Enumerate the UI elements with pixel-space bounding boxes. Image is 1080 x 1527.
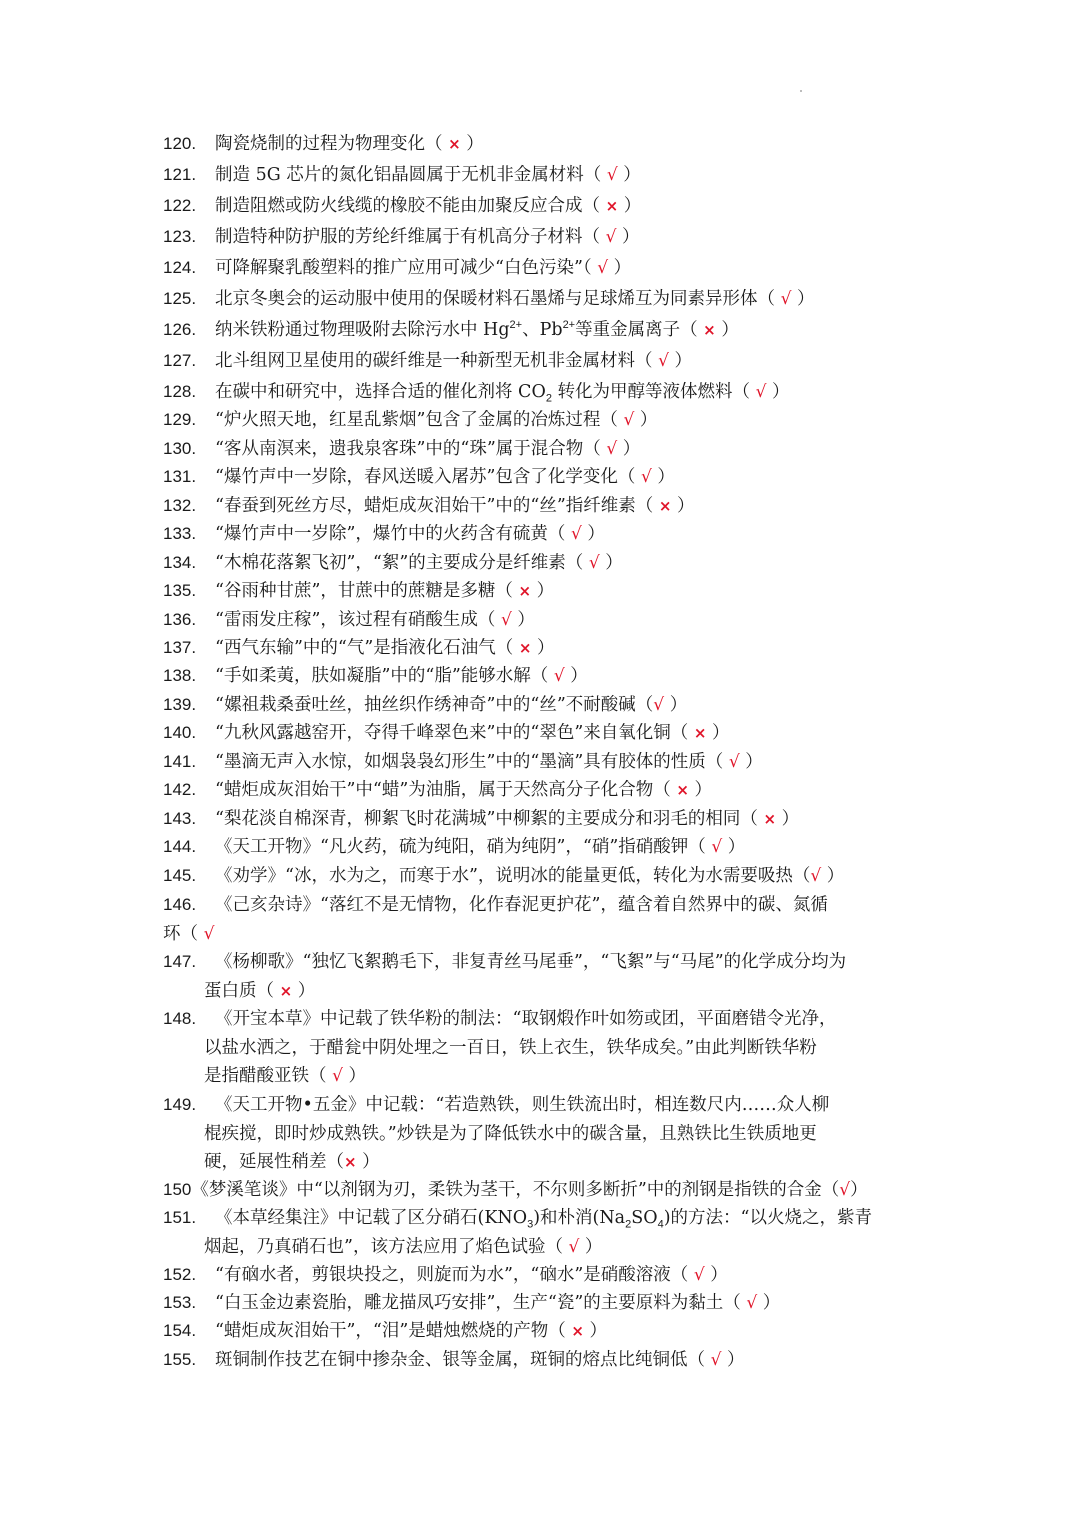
cross-mark-icon: × — [571, 1322, 584, 1340]
question-item — [163, 1261, 923, 1290]
question-number: 120. — [163, 134, 197, 153]
subscript: 3 — [527, 1218, 534, 1231]
question-item — [163, 130, 923, 159]
question-text-part: ） — [821, 866, 845, 886]
question-text-part: ） — [292, 980, 316, 1001]
question-text-part: 、Pb — [522, 320, 563, 340]
question-number: 125. — [163, 289, 197, 308]
question-text-part: 《天工开物》“凡火药，硫为纯阳，硝为纯阴”，“硝”指硝酸钾（ — [215, 837, 712, 857]
question-text-part: ） — [634, 410, 658, 430]
question-text — [215, 410, 657, 430]
question-text — [215, 780, 712, 800]
question-text — [215, 610, 535, 630]
question-text — [215, 895, 828, 915]
check-mark-icon: √ — [597, 258, 609, 278]
question-continuation — [204, 1034, 817, 1063]
question-number: 145. — [163, 866, 197, 885]
question-item — [163, 223, 923, 252]
question-text-part: “手如柔荑，肤如凝脂”中的“脂”能够水解（ — [215, 666, 554, 686]
check-mark-icon: √ — [500, 610, 512, 630]
cross-mark-icon: × — [448, 135, 461, 153]
question-text-part: ） — [599, 553, 623, 573]
question-text-part: ） — [776, 809, 800, 829]
question-text-part: ） — [617, 439, 641, 459]
question-number: 152. — [163, 1265, 197, 1284]
superscript: 2+ — [509, 319, 523, 332]
question-text-part: ） — [850, 1180, 868, 1200]
question-text-part: “墨滴无声入水惊，如烟袅袅幻形生”中的“墨滴”具有胶体的性质（ — [215, 752, 729, 772]
question-text-part: ） — [722, 837, 746, 857]
question-number: 129. — [163, 410, 197, 429]
question-item — [163, 161, 923, 190]
question-item — [163, 1091, 923, 1172]
question-number: 139. — [163, 695, 197, 714]
question-item — [163, 435, 923, 464]
question-text-part: 棍疾搅，即时炒成熟铁。”炒铁是为了降低铁水中的碳含量，且熟铁比生铁质地更 — [204, 1123, 817, 1144]
cross-mark-icon: × — [518, 639, 532, 657]
question-item — [163, 1346, 923, 1375]
question-text-part: “春蚕到死丝方尽，蜡炬成灰泪始干”中的“丝”指纤维素（ — [215, 496, 659, 516]
question-number: 154. — [163, 1321, 197, 1340]
question-number: 143. — [163, 809, 197, 828]
question-item — [163, 492, 923, 521]
cross-mark-icon: × — [605, 197, 619, 215]
question-item — [163, 948, 923, 1001]
check-mark-icon: √ — [810, 866, 822, 886]
question-text — [215, 866, 844, 886]
question-continuation — [163, 920, 214, 949]
question-text-part: 《己亥杂诗》“落红不是无情物，化作春泥更护花”，蕴含着自然界中的碳、氮循 — [215, 895, 828, 915]
question-text — [215, 809, 799, 829]
question-text-part: SO — [631, 1208, 658, 1228]
question-number: 126. — [163, 320, 197, 339]
question-number: 136. — [163, 610, 197, 629]
question-item — [163, 316, 923, 345]
question-number: 153. — [163, 1293, 197, 1312]
question-text-part: “嫘祖栽桑蚕吐丝，抽丝织作绣神奇”中的“丝”不耐酸碱（ — [215, 695, 654, 715]
check-mark-icon: √ — [839, 1180, 851, 1200]
question-number: 142. — [163, 780, 197, 799]
question-number: 121. — [163, 165, 197, 184]
question-text — [215, 165, 641, 185]
question-item — [163, 805, 923, 834]
check-mark-icon: √ — [653, 695, 665, 715]
question-item — [163, 748, 923, 777]
question-number: 147. — [163, 952, 197, 971]
question-text-part: ） — [664, 695, 688, 715]
question-text-part: ） — [706, 723, 730, 743]
cross-mark-icon: × — [676, 781, 689, 799]
question-text-part: 制造阻燃或防火线缆的橡胶不能由加聚反应合成（ — [215, 196, 606, 216]
question-item — [163, 776, 923, 805]
question-text — [215, 752, 763, 772]
question-text-part: ） — [342, 1066, 366, 1086]
question-text-part: 是指醋酸亚铁（ — [204, 1066, 333, 1086]
question-text-part: ） — [704, 1265, 728, 1285]
question-text — [215, 382, 790, 405]
question-text-part: 陶瓷烧制的过程为物理变化（ — [215, 134, 449, 154]
subscript: 2 — [625, 1218, 632, 1231]
question-text-part: 北京冬奥会的运动服中使用的保暖材料石墨烯与足球烯互为同素异形体（ — [215, 289, 781, 309]
question-item — [163, 347, 923, 376]
question-text-part: 可降解聚乳酸塑料的推广应用可减少“白色污染”（ — [215, 258, 598, 278]
superscript: 2+ — [562, 319, 576, 332]
question-text-part: ） — [579, 1236, 603, 1257]
question-item — [163, 192, 923, 221]
question-text — [215, 638, 555, 658]
question-item — [163, 719, 923, 748]
question-item — [163, 1289, 923, 1318]
question-number: 137. — [163, 638, 197, 657]
question-text-part: “西气东输”中的“气”是指液化石油气（ — [215, 638, 519, 658]
question-item — [163, 1005, 923, 1086]
question-text-part: 烟起，乃真硝石也”，该方法应用了焰色试验（ — [204, 1236, 569, 1257]
question-text-part: 在碳中和研究中，选择合适的催化剂将 CO — [215, 382, 546, 402]
cross-mark-icon: × — [518, 582, 532, 600]
question-text-part: “客从南溟来，遗我泉客珠”中的“珠”属于混合物（ — [215, 439, 607, 459]
check-mark-icon: √ — [780, 289, 792, 309]
question-text-part: )的方法：“以火烧之，紫青 — [663, 1208, 872, 1228]
page-corner-dot — [800, 90, 802, 92]
cross-mark-icon: × — [344, 1153, 357, 1171]
question-text-part: ） — [531, 581, 555, 601]
check-mark-icon: √ — [746, 1293, 758, 1313]
cross-mark-icon: × — [693, 724, 707, 742]
question-text-part: ） — [688, 780, 713, 800]
question-number: 124. — [163, 258, 197, 277]
check-mark-icon: √ — [640, 467, 652, 487]
question-text-part: “谷雨种甘蔗”，甘蔗中的蔗糖是多糖（ — [215, 581, 519, 601]
question-text — [215, 553, 623, 573]
question-text — [215, 1350, 744, 1370]
check-mark-icon: √ — [728, 752, 740, 772]
question-text — [215, 666, 588, 686]
question-text-part: ） — [618, 196, 642, 216]
question-number: 133. — [163, 524, 197, 543]
question-text-part: “爆竹声中一岁除，春风送暖入屠苏”包含了化学变化（ — [215, 467, 641, 487]
question-text-part: 转化为甲醇等液体燃料（ — [551, 382, 756, 402]
question-item — [163, 406, 923, 435]
question-text-part: ） — [739, 752, 763, 772]
question-item — [163, 691, 923, 720]
question-text-part: ） — [608, 258, 632, 278]
question-number: 140. — [163, 723, 197, 742]
question-text-part: “有硇水者，剪银块投之，则旋而为水”，“硇水”是硝酸溶液（ — [215, 1265, 694, 1285]
question-text — [215, 227, 639, 247]
check-mark-icon: √ — [553, 666, 565, 686]
question-text-part: 《杨柳歌》“独忆飞絮鹅毛下，非复青丝马尾垂”，“飞絮”与“马尾”的化学成分均为 — [215, 952, 847, 972]
question-continuation — [204, 977, 315, 1006]
question-number: 123. — [163, 227, 197, 246]
question-text-part: 制造特种防护服的芳纶纤维属于有机高分子材料（ — [215, 227, 606, 247]
question-text — [215, 581, 554, 601]
cross-mark-icon: × — [658, 497, 672, 515]
question-number: 144. — [163, 837, 197, 856]
question-item — [163, 577, 923, 606]
question-text-part: 硬，延展性稍差（ — [204, 1152, 344, 1172]
question-text-part: ） — [617, 165, 641, 185]
check-mark-icon: √ — [755, 382, 767, 402]
question-text — [215, 695, 687, 715]
question-text-part: 蛋白质（ — [204, 980, 280, 1001]
question-item — [163, 891, 923, 944]
question-number: 150 — [163, 1180, 192, 1199]
question-text-part: “白玉金边素瓷胎，雕龙描凤巧安排”，生产“瓷”的主要原料为黏土（ — [215, 1293, 747, 1313]
question-text — [215, 467, 675, 487]
question-number: 134. — [163, 553, 197, 572]
question-item — [163, 606, 923, 635]
question-text-part: “爆竹声中一岁除”，爆竹中的火药含有硫黄（ — [215, 524, 571, 544]
question-number: 138. — [163, 666, 197, 685]
question-number: 149. — [163, 1095, 197, 1114]
question-text-part: 《本草经集注》中记载了区分硝石(KNO — [215, 1208, 528, 1228]
question-item — [163, 254, 923, 283]
question-continuation — [204, 1120, 817, 1149]
question-text-part: ） — [668, 351, 692, 371]
question-text — [215, 1265, 728, 1285]
question-text — [215, 952, 846, 972]
check-mark-icon: √ — [711, 837, 723, 857]
question-text-part: ） — [791, 289, 815, 309]
question-text-part: 纳米铁粉通过物理吸附去除污水中 Hg — [215, 320, 510, 340]
check-mark-icon: √ — [570, 524, 582, 544]
question-text-part: “雷雨发庄稼”，该过程有硝酸生成（ — [215, 610, 501, 630]
question-item — [163, 662, 923, 691]
check-mark-icon: √ — [658, 351, 669, 371]
question-text-part: ） — [616, 227, 640, 247]
question-text-part: 以盐水洒之，于醋瓮中阴处埋之一百日，铁上衣生，铁华成矣。”由此判断铁华粉 — [204, 1037, 817, 1058]
question-item — [163, 520, 923, 549]
question-item — [163, 549, 923, 578]
question-item — [163, 463, 923, 492]
question-number: 135. — [163, 581, 197, 600]
question-text-part: “九秋风露越窑开，夺得千峰翠色来”中的“翠色”来自氧化铜（ — [215, 723, 694, 743]
question-number: 130. — [163, 439, 197, 458]
question-text — [215, 351, 692, 371]
question-text-part: ） — [757, 1293, 781, 1313]
question-number: 151. — [163, 1208, 197, 1227]
question-text — [215, 1208, 872, 1231]
question-number: 148. — [163, 1009, 197, 1028]
question-continuation — [204, 1062, 366, 1091]
question-item — [163, 1204, 923, 1257]
question-number: 155. — [163, 1350, 197, 1369]
question-number: 122. — [163, 196, 197, 215]
question-text — [215, 723, 730, 743]
question-number: 127. — [163, 351, 197, 370]
question-text — [215, 320, 739, 340]
question-number: 146. — [163, 895, 197, 914]
question-number: 132. — [163, 496, 197, 515]
question-text-part: ） — [581, 524, 605, 544]
question-text-part: “蜡炬成灰泪始干”，“泪”是蜡烛燃烧的产物（ — [215, 1321, 572, 1341]
question-text-part: 环（ — [163, 923, 204, 944]
check-mark-icon: √ — [623, 410, 635, 430]
question-item — [163, 1176, 923, 1205]
question-text — [215, 837, 745, 857]
question-number: 141. — [163, 752, 197, 771]
question-text-part: ） — [460, 134, 484, 154]
question-text-part: 北斗组网卫星使用的碳纤维是一种新型无机非金属材料（ — [215, 351, 659, 371]
check-mark-icon: √ — [332, 1066, 343, 1086]
question-text-part: ） — [564, 666, 588, 686]
question-text — [215, 289, 814, 309]
question-text-part: ） — [766, 382, 790, 402]
question-text-part: ） — [651, 467, 675, 487]
question-text — [215, 1293, 780, 1313]
question-text-part: ） — [583, 1321, 608, 1341]
question-text-part: ） — [511, 610, 535, 630]
question-text-part: 《梦溪笔谈》中“以剂钢为刃，柔铁为茎干，不尔则多断折”中的剂钢是指铁的合金（ — [191, 1180, 840, 1200]
question-item — [163, 634, 923, 663]
question-text — [215, 1009, 836, 1029]
question-item — [163, 833, 923, 862]
question-text-part: 斑铜制作技艺在铜中掺杂金、银等金属，斑铜的熔点比纯铜低（ — [215, 1350, 711, 1370]
question-number: 131. — [163, 467, 197, 486]
question-text-part: “木棉花落絮飞初”，“絮”的主要成分是纤维素（ — [215, 553, 589, 573]
question-item — [163, 862, 923, 891]
cross-mark-icon: × — [279, 981, 293, 1000]
check-mark-icon: √ — [710, 1350, 722, 1370]
subscript: 4 — [657, 1218, 664, 1231]
question-text-part: 《劝学》“冰，水为之，而寒于水”，说明冰的能量更低，转化为水需要吸热（ — [215, 866, 811, 886]
check-mark-icon: √ — [606, 165, 618, 185]
check-mark-icon: √ — [568, 1236, 580, 1257]
question-text-part: 《开宝本草》中记载了铁华粉的制法：“取钢煅作叶如笏或团，平面磨错令光净， — [215, 1009, 837, 1029]
question-text — [215, 1095, 829, 1115]
question-item — [163, 285, 923, 314]
question-text-part: ） — [356, 1152, 380, 1172]
check-mark-icon: √ — [606, 439, 618, 459]
question-number: 128. — [163, 382, 197, 401]
cross-mark-icon: × — [763, 810, 777, 828]
check-mark-icon: √ — [203, 923, 215, 944]
question-item — [163, 1317, 923, 1346]
question-text-part: 等重金属离子（ — [575, 320, 704, 340]
question-text-part: )和朴消(Na — [533, 1208, 626, 1228]
question-text — [215, 134, 484, 154]
question-text — [215, 258, 631, 278]
question-text — [191, 1180, 867, 1200]
question-text — [215, 196, 641, 216]
question-text-part: ） — [671, 496, 695, 516]
question-text — [215, 439, 640, 459]
question-item — [163, 378, 923, 407]
question-text-part: ） — [715, 320, 739, 340]
question-text-part: ） — [531, 638, 555, 658]
question-text-part: 《天工开物•五金》中记载：“若造熟铁，则生铁流出时，相连数尺内……众人柳 — [215, 1095, 830, 1115]
check-mark-icon: √ — [605, 227, 617, 247]
check-mark-icon: √ — [588, 553, 600, 573]
question-text-part: ） — [721, 1350, 745, 1370]
question-text — [215, 496, 695, 516]
question-text — [215, 1321, 607, 1341]
check-mark-icon: √ — [693, 1265, 705, 1285]
subscript: 2 — [545, 392, 552, 405]
question-continuation — [204, 1233, 602, 1262]
question-text-part: “梨花淡自棉深青，柳絮飞时花满城”中柳絮的主要成分和羽毛的相同（ — [215, 809, 764, 829]
cross-mark-icon: × — [703, 321, 716, 339]
question-text-part: 制造 5G 芯片的氮化铝晶圆属于无机非金属材料（ — [215, 165, 607, 185]
question-text-part: “炉火照天地，红星乱紫烟”包含了金属的冶炼过程（ — [215, 410, 624, 430]
question-text — [215, 524, 605, 544]
question-text-part: “蜡炬成灰泪始干”中“蜡”为油脂，属于天然高分子化合物（ — [215, 780, 677, 800]
question-continuation — [204, 1148, 380, 1177]
